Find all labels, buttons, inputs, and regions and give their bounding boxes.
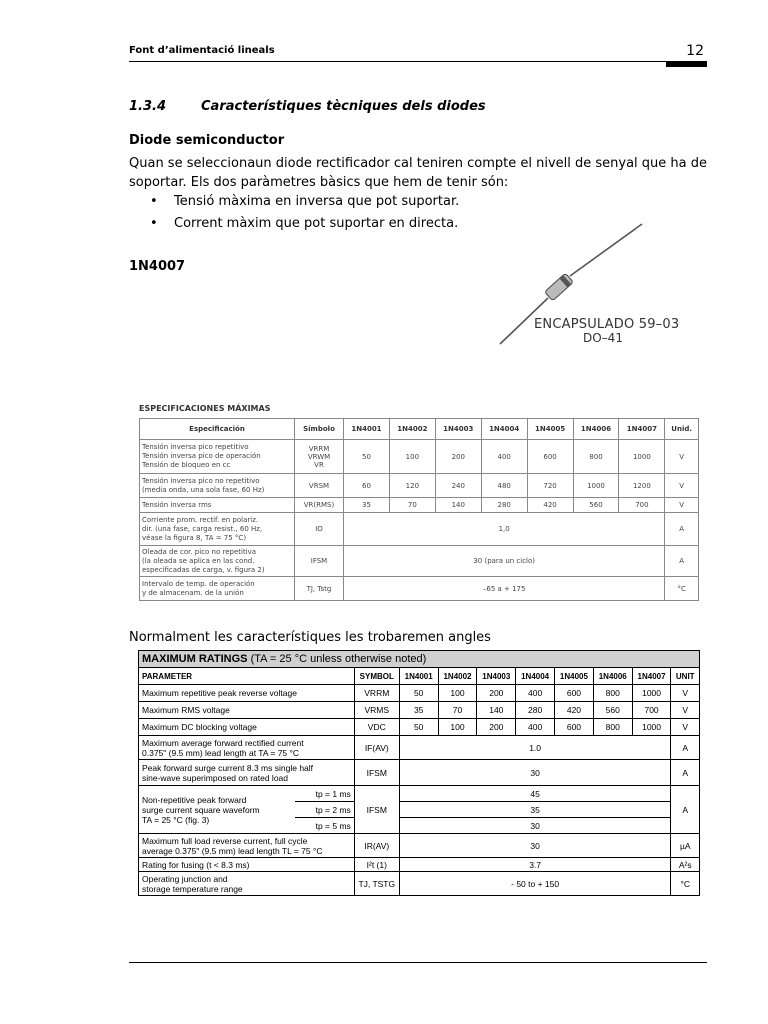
ratings-param: Non-repetitive peak forward surge current square waveform TA = 25 °C (fig. 3) xyxy=(139,786,296,834)
ratings-value: 45 xyxy=(399,786,671,802)
spec-desc: Oleada de cor. pico no repetitiva (la oleada se aplica en las cond. especificadas de carga, v. figura 2) xyxy=(140,546,295,577)
ratings-value: 3.7 xyxy=(399,858,671,872)
ratings-header-cell: 1N4004 xyxy=(516,668,555,685)
ratings-value: 400 xyxy=(516,719,555,736)
spec-value: 30 (para un ciclo) xyxy=(344,546,665,577)
package-code: DO–41 xyxy=(583,331,623,345)
ratings-value: 200 xyxy=(477,685,516,702)
ratings-param: Rating for fusing (t < 8.3 ms) xyxy=(139,858,355,872)
spec-header-cell: 1N4005 xyxy=(527,419,573,440)
spec-unit: A xyxy=(665,513,699,546)
ratings-value: 700 xyxy=(632,702,671,719)
spec-value: 1,0 xyxy=(344,513,665,546)
spec-desc: Intervalo de temp. de operación y de almacenam. de la unión xyxy=(140,577,295,601)
spec-value: 1000 xyxy=(573,474,619,498)
ratings-header-cell: PARAMETER xyxy=(139,668,355,685)
spec-value: 1200 xyxy=(619,474,665,498)
ratings-value: 560 xyxy=(593,702,632,719)
section-heading xyxy=(129,99,486,114)
ratings-header-cell: 1N4005 xyxy=(555,668,594,685)
spec-header-cell: Unid. xyxy=(665,419,699,440)
ratings-symbol: I²t (1) xyxy=(354,858,399,872)
page-number: 12 xyxy=(686,43,704,59)
ratings-unit: V xyxy=(671,719,700,736)
ratings-header-cell: SYMBOL xyxy=(354,668,399,685)
footer-rule xyxy=(129,962,707,963)
spec-header-cell: 1N4001 xyxy=(344,419,390,440)
ratings-value: 140 xyxy=(477,702,516,719)
spec-unit: V xyxy=(665,498,699,513)
spec-value: 400 xyxy=(481,440,527,474)
spec-value: 700 xyxy=(619,498,665,513)
ratings-value: 200 xyxy=(477,719,516,736)
ratings-param: Maximum RMS voltage xyxy=(139,702,355,719)
spec-value: 600 xyxy=(527,440,573,474)
ratings-value: 280 xyxy=(516,702,555,719)
spec-value: 420 xyxy=(527,498,573,513)
ratings-value: 800 xyxy=(593,685,632,702)
ratings-unit: A xyxy=(671,760,700,786)
header-rule-block xyxy=(666,61,707,67)
spec-value: 50 xyxy=(344,440,390,474)
ratings-symbol: VRRM xyxy=(354,685,399,702)
spec-symbol: IO xyxy=(295,513,344,546)
spec-unit: A xyxy=(665,546,699,577)
ratings-header-cell: 1N4007 xyxy=(632,668,671,685)
ratings-param: Maximum repetitive peak reverse voltage xyxy=(139,685,355,702)
part-number: 1N4007 xyxy=(129,259,186,274)
spec-unit: °C xyxy=(665,577,699,601)
spec-value: 800 xyxy=(573,440,619,474)
ratings-header-cell: 1N4002 xyxy=(438,668,477,685)
spec-unit: V xyxy=(665,474,699,498)
ratings-value: 30 xyxy=(399,760,671,786)
spec-desc: Tensión inversa pico repetitivo Tensión inversa pico de operación Tensión de bloqueo en cc xyxy=(140,440,295,474)
section-title: Característiques tècniques dels diodes xyxy=(201,99,486,114)
ratings-symbol: VDC xyxy=(354,719,399,736)
ratings-symbol: TJ, TSTG xyxy=(354,872,399,896)
spec-desc: Corriente prom. rectif. en polariz. dir. (una fase, carga resist., 60 Hz, véase la figura 8, TA = 75 °C) xyxy=(140,513,295,546)
bullet-item: • Tensió màxima en inversa que pot suportar. xyxy=(150,191,459,213)
spec-value: 70 xyxy=(389,498,435,513)
subsection-title: Diode semiconductor xyxy=(129,133,285,148)
spec-value: 560 xyxy=(573,498,619,513)
ratings-value: 35 xyxy=(399,802,671,818)
ratings-header-cell: 1N4001 xyxy=(399,668,438,685)
ratings-unit: µA xyxy=(671,834,700,858)
ratings-value: 100 xyxy=(438,719,477,736)
ratings-unit: V xyxy=(671,702,700,719)
ratings-param: Maximum DC blocking voltage xyxy=(139,719,355,736)
ratings-unit: V xyxy=(671,685,700,702)
ratings-value: 1000 xyxy=(632,719,671,736)
spec-value: –65 a + 175 xyxy=(344,577,665,601)
ratings-value: 800 xyxy=(593,719,632,736)
spec-value: 720 xyxy=(527,474,573,498)
ratings-value: 70 xyxy=(438,702,477,719)
ratings-unit: A²s xyxy=(671,858,700,872)
ratings-unit: A xyxy=(671,736,700,760)
spec-value: 120 xyxy=(389,474,435,498)
caption-text: Normalment les característiques les trobaremen angles xyxy=(129,630,491,645)
intro-paragraph: Quan se seleccionaun diode rectificador cal teniren compte el nivell de senyal que ha de soportar. Els dos paràmetres bàsics que hem de tenir són: xyxy=(129,156,707,190)
ratings-value: 600 xyxy=(555,719,594,736)
ratings-value: 100 xyxy=(438,685,477,702)
running-header-title: Font d’alimentació lineals xyxy=(129,45,275,56)
spec-value: 140 xyxy=(435,498,481,513)
ratings-unit: °C xyxy=(671,872,700,896)
spec-header-cell: 1N4007 xyxy=(619,419,665,440)
spec-value: 1000 xyxy=(619,440,665,474)
spec-symbol: IFSM xyxy=(295,546,344,577)
ratings-value: 1.0 xyxy=(399,736,671,760)
ratings-symbol: IFSM xyxy=(354,786,399,834)
spec-value: 35 xyxy=(344,498,390,513)
ratings-condition: tp = 1 ms xyxy=(295,786,354,802)
ratings-value: 50 xyxy=(399,719,438,736)
ratings-param: Maximum full load reverse current, full cycle average 0.375" (9.5 mm) lead length TL = 75 °C xyxy=(139,834,355,858)
spec-header-cell: 1N4003 xyxy=(435,419,481,440)
ratings-symbol: IR(AV) xyxy=(354,834,399,858)
spec-symbol: VR(RMS) xyxy=(295,498,344,513)
ratings-condition: tp = 2 ms xyxy=(295,802,354,818)
section-number: 1.3.4 xyxy=(129,99,167,114)
spec-value: 60 xyxy=(344,474,390,498)
ratings-symbol: IF(AV) xyxy=(354,736,399,760)
spec-value: 200 xyxy=(435,440,481,474)
header-rule xyxy=(129,61,707,62)
ratings-param: Maximum average forward rectified current 0.375" (9.5 mm) lead length at TA = 75 °C xyxy=(139,736,355,760)
ratings-value: 35 xyxy=(399,702,438,719)
ratings-value: 400 xyxy=(516,685,555,702)
ratings-value: 50 xyxy=(399,685,438,702)
spec-header-cell: 1N4004 xyxy=(481,419,527,440)
spec-desc: Tensión inversa pico no repetitivo (media onda, una sola fase, 60 Hz) xyxy=(140,474,295,498)
ratings-param: Operating junction and storage temperature range xyxy=(139,872,355,896)
spec-value: 100 xyxy=(389,440,435,474)
spec-value: 240 xyxy=(435,474,481,498)
spec-symbol: VRRM VRWM VR xyxy=(295,440,344,474)
ratings-value: 1000 xyxy=(632,685,671,702)
ratings-symbol: IFSM xyxy=(354,760,399,786)
ratings-value: 30 xyxy=(399,834,671,858)
spec-header-cell: Símbolo xyxy=(295,419,344,440)
spec-header-cell: Especificación xyxy=(140,419,295,440)
spec-header-cell: 1N4006 xyxy=(573,419,619,440)
spec-desc: Tensión inversa rms xyxy=(140,498,295,513)
ratings-title: MAXIMUM RATINGS (TA = 25 °C unless otherwise noted) xyxy=(139,651,700,668)
ratings-header-cell: 1N4006 xyxy=(593,668,632,685)
spec-table-caption: ESPECIFICACIONES MÁXIMAS xyxy=(139,404,271,413)
ratings-condition: tp = 5 ms xyxy=(295,818,354,834)
ratings-symbol: VRMS xyxy=(354,702,399,719)
spec-header-cell: 1N4002 xyxy=(389,419,435,440)
ratings-param: Peak forward surge current 8.3 ms single half sine-wave superimposed on rated load xyxy=(139,760,355,786)
ratings-value: 600 xyxy=(555,685,594,702)
ratings-header-cell: UNIT xyxy=(671,668,700,685)
package-name: ENCAPSULADO 59–03 xyxy=(534,317,680,332)
ratings-value: 30 xyxy=(399,818,671,834)
ratings-unit: A xyxy=(671,786,700,834)
ratings-value: 420 xyxy=(555,702,594,719)
bullet-item: • Corrent màxim que pot suportar en directa. xyxy=(150,213,459,235)
maximum-ratings-table xyxy=(138,650,700,896)
spec-value: 480 xyxy=(481,474,527,498)
ratings-header-cell: 1N4003 xyxy=(477,668,516,685)
bullet-list xyxy=(150,191,459,235)
spec-value: 280 xyxy=(481,498,527,513)
spanish-spec-table xyxy=(139,404,699,601)
ratings-value: - 50 to + 150 xyxy=(399,872,671,896)
spec-symbol: VRSM xyxy=(295,474,344,498)
spec-unit: V xyxy=(665,440,699,474)
spec-symbol: TJ, Tstg xyxy=(295,577,344,601)
